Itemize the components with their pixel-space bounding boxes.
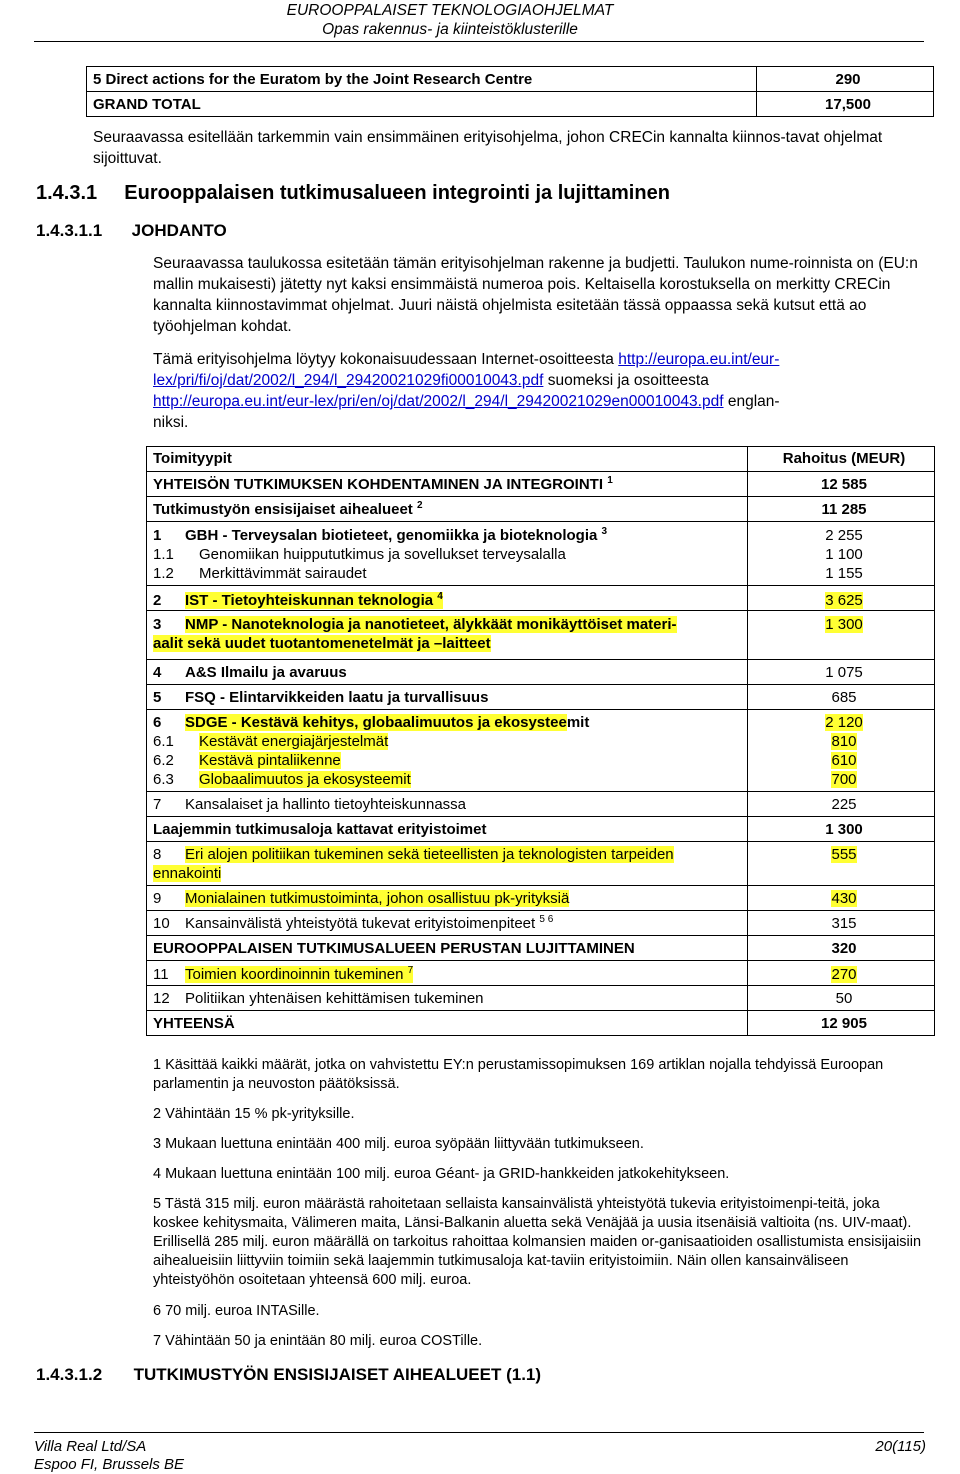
- row-number: 7: [153, 796, 162, 813]
- row-value: 555: [831, 846, 857, 863]
- row-number: 6.1: [153, 733, 174, 750]
- row-label: aalit sekä uudet tuotantomenetelmät ja –laitteet: [153, 635, 491, 652]
- row-number: 4: [153, 664, 162, 681]
- section-number: 1.4.3.1.2: [36, 1365, 103, 1384]
- top-table: [86, 66, 934, 117]
- row-number: 3: [153, 616, 162, 633]
- table-row: [147, 522, 935, 586]
- row-label: Tutkimustyön ensisijaiset aihealueet: [153, 501, 413, 518]
- grand-total-label: GRAND TOTAL: [87, 92, 757, 117]
- row-label: Kansainvälistä yhteistyötä tukevat erityistoimenpiteet: [185, 915, 536, 932]
- table-row: [147, 817, 935, 842]
- footnote: 3 Mukaan luettuna enintään 400 milj. euroa syöpään liittyvään tutkimukseen.: [153, 1136, 644, 1152]
- row-value: 430: [831, 890, 857, 907]
- table-row: [147, 1011, 935, 1036]
- grand-total-value: 17,500: [757, 92, 934, 117]
- row-number: 11: [153, 966, 169, 983]
- footer-left: [34, 1438, 184, 1474]
- row-label: EUROOPPALAISEN TUTKIMUSALUEEN PERUSTAN LUJITTAMINEN: [147, 936, 748, 961]
- row-value: 1 300: [748, 817, 935, 842]
- link-paragraph: [153, 349, 928, 433]
- row-label: ennakointi: [153, 865, 222, 882]
- row-number: 8: [153, 846, 162, 863]
- table-row: [147, 986, 935, 1011]
- section-title: Eurooppalaisen tutkimusalueen integrointi ja lujittaminen: [124, 182, 670, 204]
- section-number: 1.4.3.1: [36, 182, 98, 204]
- footer-location: Espoo FI, Brussels BE: [34, 1456, 185, 1473]
- row-value: 1 300: [825, 616, 863, 633]
- row-label: YHTEENSÄ: [147, 1011, 748, 1036]
- row-label: SDGE - Kestävä kehitys, globaalimuutos ja ekosystee: [185, 714, 567, 731]
- section-heading-14312: [36, 1365, 541, 1385]
- row-label: Kansalaiset ja hallinto tietoyhteiskunnassa: [185, 796, 467, 813]
- row-value: 225: [748, 792, 935, 817]
- section-title: JOHDANTO: [131, 221, 227, 240]
- table-row: [147, 660, 935, 685]
- table-row: [147, 961, 935, 986]
- top-row-label: 5 Direct actions for the Euratom by the Joint Research Centre: [87, 67, 757, 92]
- footer-rule: [34, 1432, 924, 1433]
- row-label: Toimien koordinoinnin tukeminen: [185, 966, 404, 983]
- row-number: 1.2: [153, 565, 174, 582]
- row-number: 5: [153, 689, 162, 706]
- intro-paragraph: Seuraavassa taulukossa esitetään tämän erityisohjelman rakenne ja budjetti. Taulukon nume-roinnista on (EU:n mallin mukaisesti) jätetty nyt kaksi ensimmäistä numeroa pois. Keltaisella korostuksella on merkitty CRECin kannalta kiinnostavimmat ohjelmat. Juuri näistä ohjelmista esitetään tässä oppaassa sekä kutsut että ao työohjelman kohdat.: [153, 255, 918, 335]
- row-number: 1.1: [153, 546, 174, 563]
- table-row: [147, 792, 935, 817]
- page-number: 20(115): [875, 1438, 926, 1455]
- row-value: 11 285: [748, 497, 935, 522]
- row-label: YHTEISÖN TUTKIMUKSEN KOHDENTAMINEN JA INTEGROINTI: [153, 476, 604, 493]
- footnote: 2 Vähintään 15 % pk-yrityksille.: [153, 1106, 355, 1122]
- row-value: 1 075: [748, 660, 935, 685]
- row-label: Kestävät energiajärjestelmät: [199, 733, 389, 750]
- table-row: [147, 886, 935, 911]
- row-label: Politiikan yhtenäisen kehittämisen tukeminen: [185, 990, 484, 1007]
- table-row: [147, 685, 935, 710]
- row-number: 6.3: [153, 771, 174, 788]
- row-number: 2: [153, 592, 162, 609]
- row-value: 3 625: [825, 592, 863, 609]
- row-label: Monialainen tutkimustoiminta, johon osallistuu pk-yrityksiä: [185, 890, 570, 907]
- footnote: 5 Tästä 315 milj. euron määrästä rahoitetaan sellaista kansainvälistä yhteistyötä tukevia erityistoimenpi-teitä, joka koskee kehitysmaita, Välimeren maita, Länsi-Balkanin aluetta sekä Venäjää ja uusia itsenäisiä valtioita (ns. UIV-maat). Erillisellä 285 milj. euron määrällä on tarkoitus rahoittaa kolmansien maiden or-ganisaatioiden osallistumista ensisijaisiin aihealueisiin liittyviin toimiin sekä laajemmin tutkimusaloja kat-taviin erityistoimiin. Näin ollen kansainväliseen yhteistyöhön osoitetaan yhteensä 600 milj. euroa.: [153, 1196, 922, 1288]
- row-number: 6: [153, 714, 162, 731]
- section-heading-14311: [36, 221, 227, 241]
- link-fi-cont[interactable]: lex/pri/fi/oj/dat/2002/l_294/l_29420021029fi00010043.pdf: [153, 372, 544, 389]
- footnote-ref: 3: [601, 526, 608, 537]
- col-header-type: Toimityypit: [147, 447, 748, 472]
- row-value: 1 100: [825, 546, 863, 563]
- row-value: 50: [748, 986, 935, 1011]
- link-en[interactable]: http://europa.eu.int/eur-lex/pri/en/oj/dat/2002/l_294/l_29420021029en00010043.pdf: [153, 393, 724, 410]
- footnote: 1 Käsittää kaikki määrät, jotka on vahvistettu EY:n perustamissopimuksen 169 artiklan nojalla tehdyissä Euroopan parlamentin ja neuvoston päätöksissä.: [153, 1057, 884, 1092]
- row-number: 6.2: [153, 752, 174, 769]
- row-value: 1 155: [825, 565, 863, 582]
- row-value: 270: [831, 966, 857, 983]
- table-row: [147, 842, 935, 886]
- footnote: 6 70 milj. euroa INTASille.: [153, 1303, 320, 1319]
- intro-text: Seuraavassa esitellään tarkemmin vain ensimmäinen erityisohjelma, johon CRECin kannalta kiinnos-tavat ohjelmat sijoittuvat.: [93, 129, 883, 167]
- table-row: [147, 472, 935, 497]
- budget-table: [146, 446, 935, 1036]
- row-label: Globaalimuutos ja ekosysteemit: [199, 771, 411, 788]
- text: englan-: [723, 393, 780, 410]
- row-label: A&S Ilmailu ja avaruus: [185, 664, 347, 681]
- row-value: 315: [748, 911, 935, 936]
- row-number: 9: [153, 890, 162, 907]
- row-label: Kestävä pintaliikenne: [199, 752, 341, 769]
- row-number: 10: [153, 915, 170, 932]
- text: niksi.: [153, 414, 189, 431]
- text: Tämä erityisohjelma löytyy kokonaisuudessaan Internet-osoitteesta: [153, 351, 619, 368]
- row-label: IST - Tietoyhteiskunnan teknologia: [185, 592, 434, 609]
- footnote: 4 Mukaan luettuna enintään 100 milj. euroa Géant- ja GRID-hankkeiden jatkokehitykseen.: [153, 1166, 730, 1182]
- row-label: mit: [566, 714, 590, 731]
- row-label: NMP - Nanoteknologia ja nanotieteet, älykkäät monikäyttöiset materi-: [185, 616, 677, 633]
- row-label: Merkittävimmät sairaudet: [199, 565, 367, 582]
- header-rule: [34, 41, 924, 42]
- table-row: [147, 586, 935, 611]
- table-row: [147, 611, 935, 660]
- row-label: Eri alojen politiikan tukeminen sekä tieteellisten ja teknologisten tarpeiden: [185, 846, 674, 863]
- section-title: TUTKIMUSTYÖN ENSISIJAISET AIHEALUEET (1.1): [133, 1365, 542, 1384]
- row-value: 2 255: [825, 527, 863, 544]
- table-row: [147, 710, 935, 792]
- footnote-ref: 1: [607, 475, 613, 486]
- row-value: 2 120: [825, 714, 863, 731]
- footnote-ref: 7: [407, 965, 414, 976]
- footer-company: Villa Real Ltd/SA: [34, 1438, 147, 1455]
- col-header-funding: Rahoitus (MEUR): [748, 447, 935, 472]
- row-value: 685: [748, 685, 935, 710]
- link-fi[interactable]: http://europa.eu.int/eur-: [618, 351, 780, 368]
- row-value: 810: [831, 733, 857, 750]
- row-value: 700: [831, 771, 857, 788]
- section-number: 1.4.3.1.1: [36, 221, 103, 240]
- row-value: 12 585: [748, 472, 935, 497]
- row-label: Laajemmin tutkimusaloja kattavat erityistoimet: [147, 817, 748, 842]
- text: suomeksi ja osoitteesta: [543, 372, 709, 389]
- page-header: [240, 0, 660, 39]
- row-value: 610: [831, 752, 857, 769]
- table-row: [147, 911, 935, 936]
- footnote: 7 Vähintään 50 ja enintään 80 milj. euroa COSTille.: [153, 1333, 483, 1349]
- row-value: 320: [748, 936, 935, 961]
- table-row: [147, 497, 935, 522]
- section-heading-1431: [36, 182, 670, 205]
- footnote-ref: 5 6: [539, 914, 554, 925]
- table-row: [147, 936, 935, 961]
- header-subtitle: Opas rakennus- ja kiinteistöklusterille: [322, 21, 578, 38]
- footnote-ref: 4: [437, 591, 443, 602]
- top-row-value: 290: [757, 67, 934, 92]
- row-label: FSQ - Elintarvikkeiden laatu ja turvallisuus: [185, 689, 489, 706]
- row-number: 1: [153, 527, 162, 544]
- row-label: GBH - Terveysalan biotieteet, genomiikka ja bioteknologia: [185, 527, 598, 544]
- row-label: Genomiikan huippututkimus ja sovellukset terveysalalla: [199, 546, 566, 563]
- footnote-ref: 2: [416, 500, 423, 511]
- row-number: 12: [153, 990, 170, 1007]
- header-title: EUROOPPALAISET TEKNOLOGIAOHJELMAT: [286, 2, 614, 19]
- row-value: 12 905: [748, 1011, 935, 1036]
